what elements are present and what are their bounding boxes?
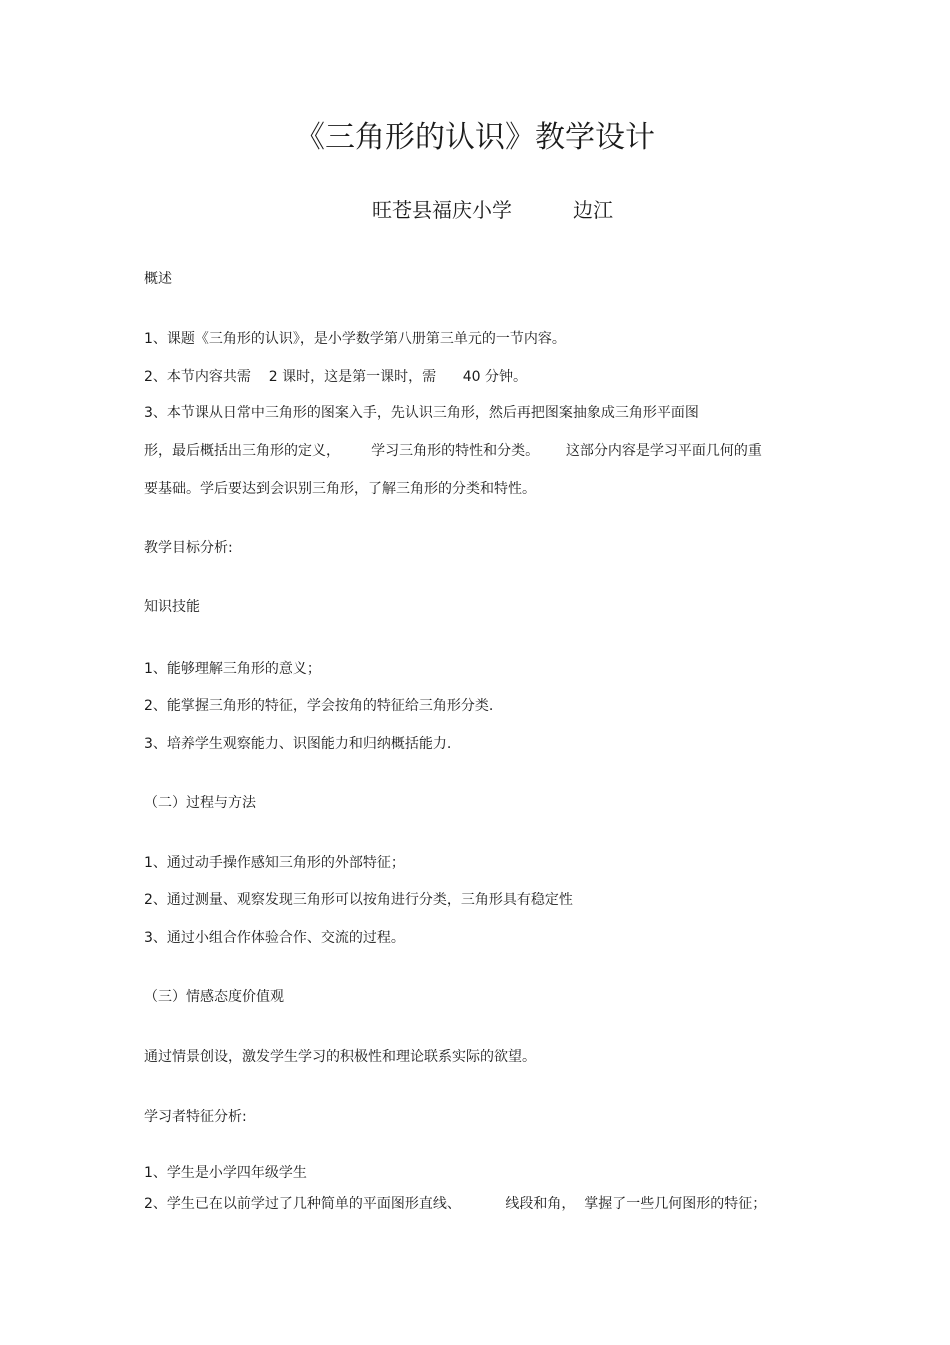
learner-heading: 学习者特征分析:	[144, 1109, 247, 1125]
knowledge-item-3: 3、培养学生观察能力、识图能力和归纳概括能力.	[144, 736, 452, 752]
knowledge-item-1: 1、能够理解三角形的意义；	[144, 661, 321, 677]
overview-item-3-line-2: 形，最后概括出三角形的定义， 学习三角形的特性和分类。 这部分内容是学习平面几何的重	[144, 443, 762, 459]
overview-heading: 概述	[144, 271, 172, 287]
overview-item-2: 2、本节内容共需 2 课时，这是第一课时，需 40 分钟。	[144, 369, 528, 385]
knowledge-heading: 知识技能	[144, 599, 200, 615]
learner-item-2: 2、学生已在以前学过了几种简单的平面图形直线、 线段和角， 掌握了一些几何图形的特征；	[144, 1196, 767, 1212]
learner-item-1: 1、学生是小学四年级学生	[144, 1165, 307, 1181]
knowledge-item-2: 2、能掌握三角形的特征，学会按角的特征给三角形分类.	[144, 698, 494, 714]
author-name: 边江	[573, 198, 613, 222]
process-item-1: 1、通过动手操作感知三角形的外部特征；	[144, 855, 405, 871]
goals-heading: 教学目标分析:	[144, 540, 233, 556]
overview-item-1: 1、课题《三角形的认识》，是小学数学第八册第三单元的一节内容。	[144, 331, 566, 347]
process-item-3: 3、通过小组合作体验合作、交流的过程。	[144, 930, 405, 946]
emotion-item-1: 通过情景创设，激发学生学习的积极性和理论联系实际的欲望。	[144, 1049, 536, 1065]
document-title: 《三角形的认识》教学设计	[295, 120, 655, 155]
process-item-2: 2、通过测量、观察发现三角形可以按角进行分类，三角形具有稳定性	[144, 892, 573, 908]
process-heading: （二）过程与方法	[144, 795, 256, 811]
overview-item-3-line-3: 要基础。学后要达到会识别三角形，了解三角形的分类和特性。	[144, 481, 536, 497]
author-school: 旺苍县福庆小学	[372, 198, 512, 222]
overview-item-3-line-1: 3、本节课从日常中三角形的图案入手，先认识三角形，然后再把图案抽象成三角形平面图	[144, 405, 699, 421]
emotion-heading: （三）情感态度价值观	[144, 989, 284, 1005]
